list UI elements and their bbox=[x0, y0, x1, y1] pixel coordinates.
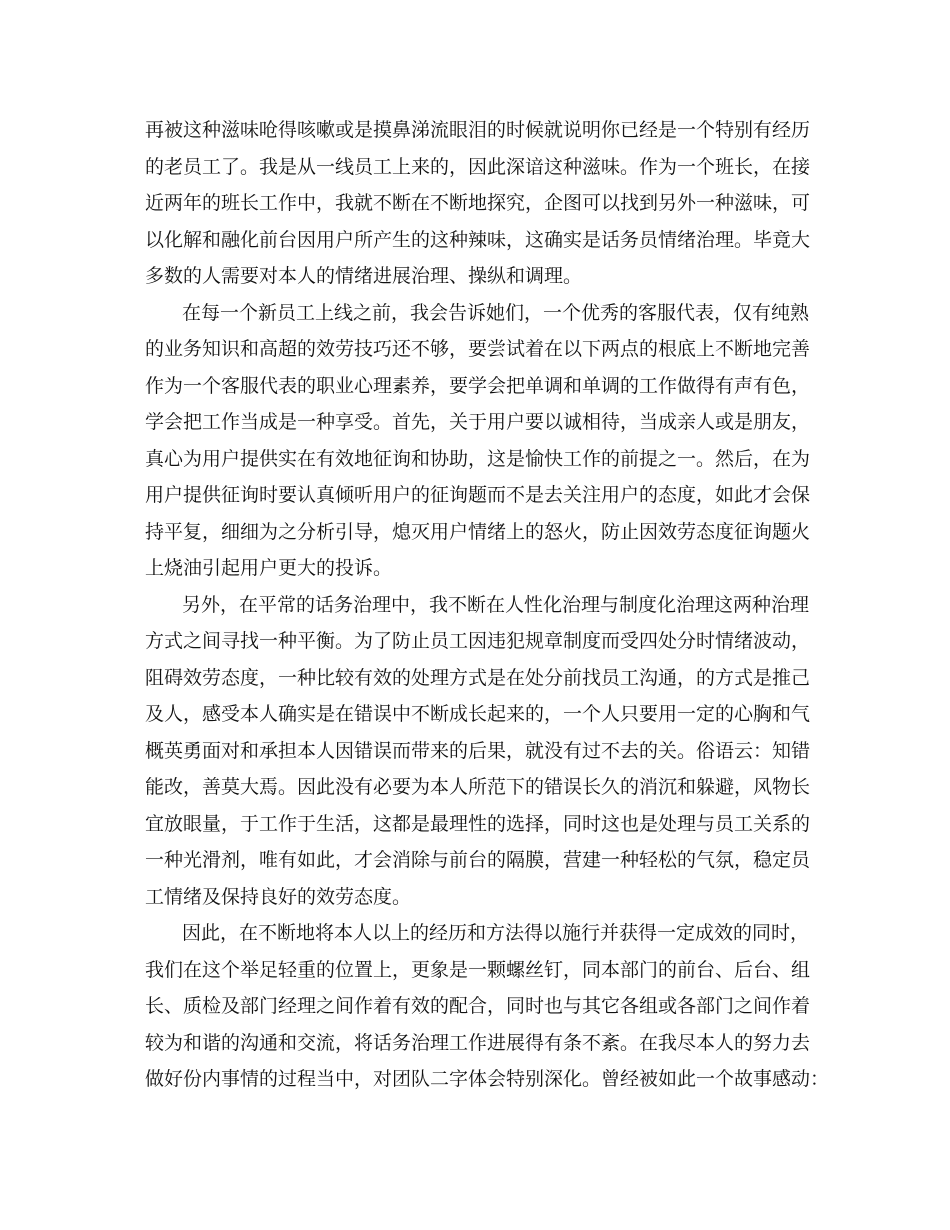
text-line: 真心为用户提供实在有效地征询和协助，这是愉快工作的前提之一。然后，在为 bbox=[145, 447, 811, 470]
text-line: 宜放眼量，于工作于生活，这都是最理性的选择，同时这也是处理与员工关系的 bbox=[145, 812, 811, 835]
paragraph-2 bbox=[145, 295, 835, 587]
text-line: 多数的人需要对本人的情绪进展治理、操纵和调理。 bbox=[145, 265, 583, 287]
text-line: 工情绪及保持良好的效劳态度。 bbox=[145, 885, 412, 908]
text-line: 持平复，细细为之分析引导，熄灭用户情绪上的怒火，防止因效劳态度征询题火 bbox=[145, 520, 811, 543]
text-line: 用户提供征询时要认真倾听用户的征询题而不是去关注用户的态度，如此才会保 bbox=[145, 484, 811, 506]
text-line: 的老员工了。我是从一线员工上来的，因此深谙这种滋味。作为一个班长，在接 bbox=[145, 155, 811, 178]
text-line: 另外，在平常的话务治理中，我不断在人性化治理与制度化治理这两种治理 bbox=[182, 593, 810, 616]
text-line: 我们在这个举足轻重的位置上，更象是一颗螺丝钉，同本部门的前台、后台、组 bbox=[145, 958, 811, 981]
text-line: 因此，在不断地将本人以上的经历和方法得以施行并获得一定成效的同时， bbox=[182, 922, 810, 944]
text-line: 以化解和融化前台因用户所产生的这种辣味，这确实是话务员情绪治理。毕竟大 bbox=[145, 228, 811, 251]
text-line: 概英勇面对和承担本人因错误而带来的后果，就没有过不去的关。俗语云：知错 bbox=[145, 739, 811, 762]
text-line: 的业务知识和高超的效劳技巧还不够，要尝试着在以下两点的根底上不断地完善 bbox=[145, 338, 811, 360]
text-line: 做好份内事情的过程当中，对团队二字体会特别深化。曾经被如此一个故事感动： bbox=[145, 1068, 830, 1090]
text-line: 学会把工作当成是一种享受。首先，关于用户要以诚相待，当成亲人或是朋友， bbox=[145, 411, 811, 433]
paragraph-3 bbox=[145, 587, 835, 916]
text-line: 能改，善莫大焉。因此没有必要为本人所范下的错误长久的消沉和躲避，风物长 bbox=[145, 776, 811, 798]
text-line: 长、质检及部门经理之间作着有效的配合，同时也与其它各组或各部门之间作着 bbox=[145, 995, 811, 1017]
text-line: 阻碍效劳态度，一种比较有效的处理方式是在处分前找员工沟通，的方式是推己 bbox=[145, 666, 811, 689]
text-line: 在每一个新员工上线之前，我会告诉她们，一个优秀的客服代表，仅有纯熟 bbox=[182, 301, 810, 324]
text-line: 较为和谐的沟通和交流，将话务治理工作进展得有条不紊。在我尽本人的努力去 bbox=[145, 1031, 811, 1054]
text-line: 近两年的班长工作中，我就不断在不断地探究，企图可以找到另外一种滋味，可 bbox=[145, 192, 811, 214]
paragraph-1 bbox=[145, 112, 835, 295]
paragraph-4 bbox=[145, 915, 835, 1098]
text-line: 作为一个客服代表的职业心理素养，要学会把单调和单调的工作做得有声有色， bbox=[145, 374, 811, 397]
text-line: 方式之间寻找一种平衡。为了防止员工因违犯规章制度而受四处分时情绪波动， bbox=[145, 630, 811, 652]
text-line: 及人，感受本人确实是在错误中不断成长起来的，一个人只要用一定的心胸和气 bbox=[145, 703, 811, 725]
text-line: 一种光滑剂，唯有如此，才会消除与前台的隔膜，营建一种轻松的气氛，稳定员 bbox=[145, 849, 811, 871]
text-line: 再被这种滋味呛得咳嗽或是摸鼻涕流眼泪的时候就说明你已经是一个特别有经历 bbox=[145, 119, 811, 141]
text-line: 上烧油引起用户更大的投诉。 bbox=[145, 557, 393, 579]
document-body bbox=[145, 112, 835, 1098]
